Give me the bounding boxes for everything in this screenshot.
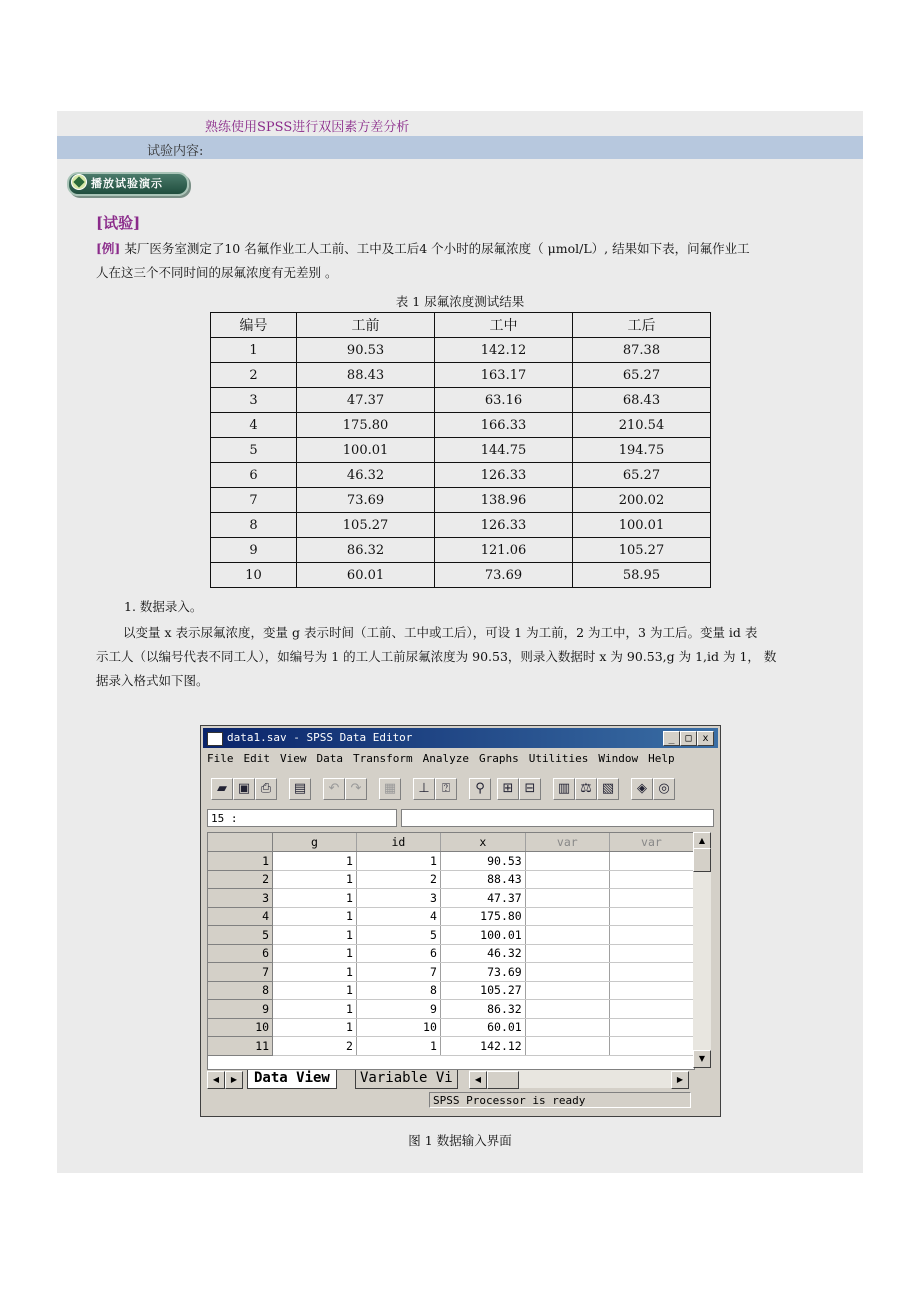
subtitle-bar	[57, 136, 863, 159]
table-header-cell: 工后	[572, 313, 710, 338]
grid-cell[interactable]: 60.01	[440, 1018, 525, 1037]
table-cell: 63.16	[435, 388, 573, 413]
title-bar[interactable]	[203, 728, 718, 748]
table-cell: 100.01	[572, 513, 710, 538]
table-cell: 166.33	[435, 413, 573, 438]
example-tag: [例]	[96, 241, 121, 256]
minimize-button[interactable]: _	[663, 731, 680, 746]
insert-case-icon[interactable]: ⊞	[497, 778, 519, 800]
grid-cell[interactable]: 10	[356, 1018, 440, 1037]
grid-cell-empty[interactable]	[609, 1018, 693, 1037]
grid-cell[interactable]: 2	[356, 870, 440, 889]
table-header-row	[211, 313, 711, 338]
table-cell: 163.17	[435, 363, 573, 388]
tab-scroll-left-icon[interactable]: ◀	[207, 1071, 225, 1089]
chart-icon[interactable]: ▦	[379, 778, 401, 800]
grid-row	[208, 926, 694, 945]
dialog-recall-icon[interactable]: ▤	[289, 778, 311, 800]
hscroll-right-icon[interactable]: ▶	[671, 1071, 689, 1089]
table-row	[211, 538, 711, 563]
table-cell: 100.01	[297, 438, 435, 463]
grid-row	[208, 963, 694, 982]
result-table	[210, 312, 711, 588]
table-header-cell: 工前	[297, 313, 435, 338]
grid-cell-empty[interactable]	[525, 889, 609, 908]
row-header[interactable]: 4	[208, 907, 273, 926]
grid-cell-empty[interactable]	[525, 944, 609, 963]
desc-line2: 示工人（以编号代表不同工人），如编号为 1 的工人工前尿氟浓度为 90.53，则录入数据时 x 为 90.53,g 为 1,id 为 1， 数	[96, 649, 777, 664]
table-row	[211, 513, 711, 538]
table-cell: 86.32	[297, 538, 435, 563]
play-icon	[71, 174, 87, 190]
grid-cell-empty[interactable]	[525, 1000, 609, 1019]
grid-cell[interactable]: 1	[273, 907, 357, 926]
table-header-cell: 工中	[435, 313, 573, 338]
table-cell: 9	[211, 538, 297, 563]
grid-cell[interactable]: 1	[273, 870, 357, 889]
table-cell: 7	[211, 488, 297, 513]
grid-cell-empty[interactable]	[609, 889, 693, 908]
grid-cell[interactable]: 1	[273, 944, 357, 963]
grid-cell-empty[interactable]	[609, 926, 693, 945]
tab-variable-view[interactable]: Variable Vi	[355, 1070, 458, 1089]
figure-caption: 图 1 数据输入界面	[408, 1133, 512, 1148]
view-tabs	[207, 1070, 693, 1090]
table-cell: 200.02	[572, 488, 710, 513]
redo-icon[interactable]: ↷	[345, 778, 367, 800]
table-cell: 138.96	[435, 488, 573, 513]
horizontal-scrollbar[interactable]	[469, 1070, 689, 1088]
scroll-up-icon[interactable]: ▲	[693, 832, 711, 850]
grid-cell[interactable]: 2	[273, 1037, 357, 1056]
grid-cell[interactable]: 46.32	[440, 944, 525, 963]
table-cell: 5	[211, 438, 297, 463]
table-cell: 46.32	[297, 463, 435, 488]
scroll-thumb[interactable]	[693, 848, 711, 872]
table-header-cell: 编号	[211, 313, 297, 338]
table-row	[211, 463, 711, 488]
menu-item[interactable]: Window	[598, 752, 639, 765]
table-cell: 105.27	[297, 513, 435, 538]
table-cell: 10	[211, 563, 297, 588]
subtitle: 试验内容:	[147, 144, 204, 159]
hscroll-thumb[interactable]	[487, 1071, 519, 1089]
grid-cell[interactable]: 105.27	[440, 981, 525, 1000]
menu-item[interactable]: File	[207, 752, 234, 765]
open-folder-icon[interactable]: ▰	[211, 778, 233, 800]
menu-item[interactable]: Analyze	[422, 752, 469, 765]
table-cell: 90.53	[297, 338, 435, 363]
table-cell: 121.06	[435, 538, 573, 563]
grid-row	[208, 1000, 694, 1019]
spreadsheet-icon	[207, 732, 223, 746]
grid-cell[interactable]: 7	[356, 963, 440, 982]
grid-cell[interactable]: 1	[273, 1018, 357, 1037]
column-header[interactable]: x	[440, 833, 525, 852]
table-caption: 表 1 尿氟浓度测试结果	[395, 294, 525, 309]
table-cell: 87.38	[572, 338, 710, 363]
column-header[interactable]: var	[609, 833, 693, 852]
table-cell: 65.27	[572, 363, 710, 388]
grid-cell-empty[interactable]	[609, 870, 693, 889]
row-header[interactable]: 6	[208, 944, 273, 963]
grid-cell-empty[interactable]	[525, 963, 609, 982]
table-cell: 3	[211, 388, 297, 413]
table-cell: 175.80	[297, 413, 435, 438]
page-title: 熟练使用SPSS进行双因素方差分析	[205, 120, 410, 135]
grid-cell-empty[interactable]	[525, 852, 609, 871]
menu-item[interactable]: Utilities	[528, 752, 589, 765]
grid-row	[208, 1037, 694, 1056]
column-header[interactable]: id	[356, 833, 440, 852]
table-cell: 4	[211, 413, 297, 438]
grid-cell[interactable]: 1	[273, 852, 357, 871]
grid-cell[interactable]: 142.12	[440, 1037, 525, 1056]
grid-cell[interactable]: 1	[356, 1037, 440, 1056]
table-cell: 58.95	[572, 563, 710, 588]
table-row	[211, 363, 711, 388]
value-labels-icon[interactable]: ◈	[631, 778, 653, 800]
row-header[interactable]: 11	[208, 1037, 273, 1056]
table-cell: 88.43	[297, 363, 435, 388]
grid-row	[208, 944, 694, 963]
table-cell: 194.75	[572, 438, 710, 463]
select-cases-icon[interactable]: ▧	[597, 778, 619, 800]
grid-cell-empty[interactable]	[609, 963, 693, 982]
grid-cell-empty[interactable]	[525, 926, 609, 945]
variables-icon[interactable]: ⍰	[435, 778, 457, 800]
desc-line1: 以变量 x 表示尿氟浓度，变量 g 表示时间（工前、工中或工后），可设 1 为工前，2 为工中，3 为工后。变量 id 表	[123, 625, 758, 640]
spss-data-editor-window	[200, 725, 721, 1117]
grid-cell[interactable]: 88.43	[440, 870, 525, 889]
scroll-down-icon[interactable]: ▼	[693, 1050, 711, 1068]
menu-item[interactable]: Graphs	[478, 752, 519, 765]
table-cell: 126.33	[435, 463, 573, 488]
status-bar: SPSS Processor is ready	[429, 1092, 691, 1108]
grid-cell-empty[interactable]	[609, 944, 693, 963]
table-cell: 6	[211, 463, 297, 488]
grid-cell[interactable]: 175.80	[440, 907, 525, 926]
grid-row	[208, 981, 694, 1000]
table-cell: 73.69	[297, 488, 435, 513]
example-paragraph	[96, 237, 836, 285]
goto-case-icon[interactable]: ⊥	[413, 778, 435, 800]
table-cell: 73.69	[435, 563, 573, 588]
grid-header-row	[208, 833, 694, 852]
vertical-scrollbar[interactable]	[693, 832, 711, 1068]
table-cell: 65.27	[572, 463, 710, 488]
table-cell: 68.43	[572, 388, 710, 413]
table-row	[211, 338, 711, 363]
example-text-line1: 某厂医务室测定了10 名氟作业工人工前、工中及工后4 个小时的尿氟浓度（ μmol/L）, 结果如下表，问氟作业工	[124, 241, 750, 256]
grid-cell-empty[interactable]	[609, 1037, 693, 1056]
weight-cases-icon[interactable]: ⚖	[575, 778, 597, 800]
grid-row	[208, 870, 694, 889]
row-header[interactable]: 2	[208, 870, 273, 889]
table-cell: 144.75	[435, 438, 573, 463]
cell-value-input[interactable]	[401, 809, 714, 827]
grid-cell[interactable]: 4	[356, 907, 440, 926]
grid-row	[208, 889, 694, 908]
table-cell: 210.54	[572, 413, 710, 438]
save-icon[interactable]: ▣	[233, 778, 255, 800]
insert-variable-icon[interactable]: ⊟	[519, 778, 541, 800]
table-cell: 1	[211, 338, 297, 363]
close-button[interactable]: x	[697, 731, 714, 746]
print-icon[interactable]: ⎙	[255, 778, 277, 800]
table-row	[211, 388, 711, 413]
grid-cell-empty[interactable]	[525, 981, 609, 1000]
tab-scroll-right-icon[interactable]: ▶	[225, 1071, 243, 1089]
menu-item[interactable]: View	[280, 752, 307, 765]
table-cell: 105.27	[572, 538, 710, 563]
grid-cell[interactable]: 73.69	[440, 963, 525, 982]
grid-cell-empty[interactable]	[609, 1000, 693, 1019]
play-demo-label: 播放试验演示	[91, 177, 163, 190]
grid-cell[interactable]: 90.53	[440, 852, 525, 871]
example-text-line2: 人在这三个不同时间的尿氟浓度有无差别 。	[96, 265, 338, 280]
section-heading: [试验]	[96, 214, 141, 232]
grid-cell-empty[interactable]	[609, 981, 693, 1000]
description-paragraph	[96, 621, 836, 693]
row-header[interactable]: 9	[208, 1000, 273, 1019]
table-cell: 142.12	[435, 338, 573, 363]
table-cell: 47.37	[297, 388, 435, 413]
find-icon[interactable]: ⚲	[469, 778, 491, 800]
table-cell: 8	[211, 513, 297, 538]
use-sets-icon[interactable]: ◎	[653, 778, 675, 800]
grid-cell-empty[interactable]	[525, 907, 609, 926]
row-header[interactable]: 1	[208, 852, 273, 871]
undo-icon[interactable]: ↶	[323, 778, 345, 800]
row-header[interactable]: 5	[208, 926, 273, 945]
grid-corner[interactable]	[208, 833, 273, 852]
table-cell: 2	[211, 363, 297, 388]
grid-cell[interactable]: 9	[356, 1000, 440, 1019]
grid-cell-empty[interactable]	[525, 1037, 609, 1056]
grid-cell-empty[interactable]	[609, 907, 693, 926]
grid-cell[interactable]: 5	[356, 926, 440, 945]
step1-heading: 1. 数据录入。	[124, 599, 203, 614]
grid-cell[interactable]: 1	[273, 981, 357, 1000]
grid-cell[interactable]: 86.32	[440, 1000, 525, 1019]
grid-cell[interactable]: 47.37	[440, 889, 525, 908]
grid-cell-empty[interactable]	[609, 852, 693, 871]
window-title: data1.sav - SPSS Data Editor	[227, 731, 413, 744]
grid-row	[208, 852, 694, 871]
split-file-icon[interactable]: ▥	[553, 778, 575, 800]
grid-cell-empty[interactable]	[525, 870, 609, 889]
tab-data-view[interactable]: Data View	[247, 1070, 337, 1089]
grid-cell[interactable]: 1	[273, 889, 357, 908]
grid-cell-empty[interactable]	[525, 1018, 609, 1037]
row-header[interactable]: 8	[208, 981, 273, 1000]
play-demo-button[interactable]	[67, 170, 193, 196]
row-header[interactable]: 10	[208, 1018, 273, 1037]
grid-cell[interactable]: 3	[356, 889, 440, 908]
row-header[interactable]: 3	[208, 889, 273, 908]
maximize-button[interactable]: □	[680, 731, 697, 746]
grid-row	[208, 907, 694, 926]
grid-cell[interactable]: 100.01	[440, 926, 525, 945]
cell-reference: 15 :	[207, 809, 397, 827]
table-row	[211, 563, 711, 588]
data-grid	[207, 832, 695, 1070]
grid-cell[interactable]: 1	[356, 852, 440, 871]
grid-cell[interactable]: 1	[273, 1000, 357, 1019]
table-row	[211, 413, 711, 438]
grid-cell[interactable]: 1	[273, 926, 357, 945]
menu-item[interactable]: Data	[316, 752, 343, 765]
menu-item[interactable]: Help	[648, 752, 675, 765]
grid-cell[interactable]: 6	[356, 944, 440, 963]
grid-row	[208, 1018, 694, 1037]
hscroll-left-icon[interactable]: ◀	[469, 1071, 487, 1089]
table-cell: 60.01	[297, 563, 435, 588]
desc-line3: 据录入格式如下图。	[96, 673, 209, 688]
table-row	[211, 488, 711, 513]
menu-bar	[207, 752, 685, 765]
column-header[interactable]: var	[525, 833, 609, 852]
table-cell: 126.33	[435, 513, 573, 538]
menu-item[interactable]: Edit	[243, 752, 270, 765]
grid-cell[interactable]: 8	[356, 981, 440, 1000]
grid-cell[interactable]: 1	[273, 963, 357, 982]
toolbar	[207, 776, 714, 802]
menu-item[interactable]: Transform	[353, 752, 413, 765]
row-header[interactable]: 7	[208, 963, 273, 982]
column-header[interactable]: g	[273, 833, 357, 852]
table-row	[211, 438, 711, 463]
